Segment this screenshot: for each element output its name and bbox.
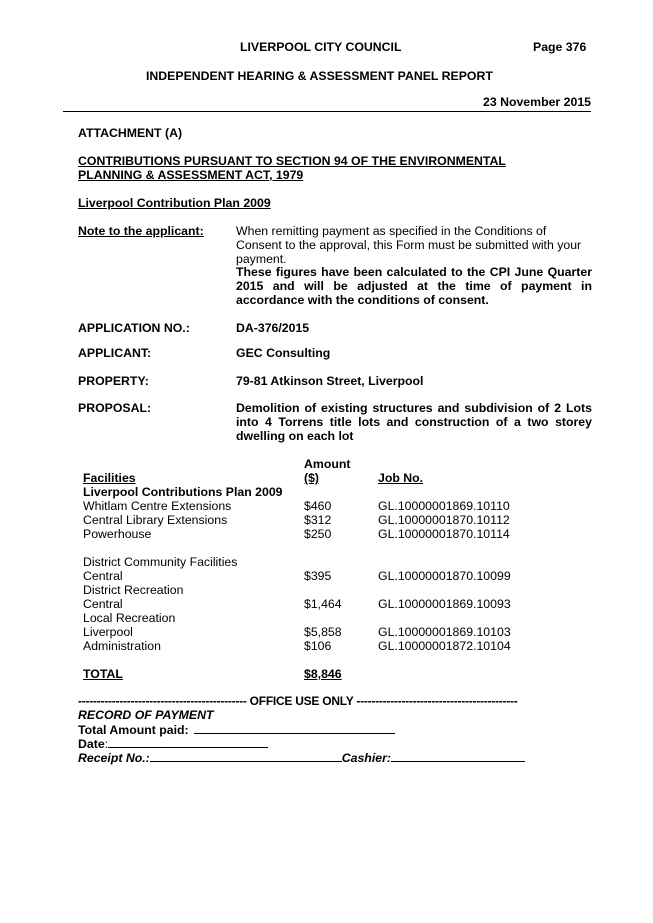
page-number: Page 376 — [533, 40, 587, 54]
amount-header-line2: ($) — [304, 471, 320, 485]
council-name: LIVERPOOL CITY COUNCIL — [240, 40, 402, 54]
note-label: Note to the applicant: — [78, 224, 204, 238]
amount-cell: $1,464 — [304, 597, 342, 611]
amount-header-line1: Amount — [304, 457, 351, 471]
contributions-heading-line1: CONTRIBUTIONS PURSUANT TO SECTION 94 OF THE ENVIRONMENTAL — [78, 154, 506, 168]
facility-cell: Central — [83, 569, 123, 583]
applicant-label: APPLICANT: — [78, 346, 152, 360]
divider-left: --------------------------------------------- — [78, 694, 247, 708]
facilities-header: Facilities — [83, 471, 136, 485]
facility-cell: District Recreation — [83, 583, 184, 597]
header-rule — [63, 111, 591, 112]
receipt-label: Receipt No.: — [78, 751, 150, 765]
plan-heading: Liverpool Contribution Plan 2009 — [78, 196, 271, 210]
divider-right: ------------------------------------------- — [356, 694, 518, 708]
property-label: PROPERTY: — [78, 374, 149, 388]
table-group-title: Liverpool Contributions Plan 2009 — [83, 485, 283, 499]
total-value: $8,846 — [304, 667, 342, 681]
note-text: When remitting payment as specified in the Conditions of Consent to the approval, this Form must be submitted with your payment. — [236, 224, 582, 266]
attachment-label: ATTACHMENT (A) — [78, 126, 183, 140]
property-value: 79-81 Atkinson Street, Liverpool — [236, 374, 424, 388]
job-cell: GL.10000001869.10093 — [378, 597, 511, 611]
job-cell: GL.10000001869.10103 — [378, 625, 511, 639]
job-no-header: Job No. — [378, 471, 424, 485]
report-date: 23 November 2015 — [482, 95, 591, 109]
facility-cell: Central — [83, 597, 123, 611]
job-cell: GL.10000001869.10110 — [378, 499, 510, 513]
application-no-value: DA-376/2015 — [236, 321, 310, 335]
proposal-label: PROPOSAL: — [78, 401, 152, 415]
job-cell: GL.10000001870.10112 — [378, 513, 510, 527]
facility-cell: Whitlam Centre Extensions — [83, 499, 232, 513]
report-title: INDEPENDENT HEARING & ASSESSMENT PANEL REPORT — [146, 69, 493, 83]
facility-cell: District Community Facilities — [83, 555, 238, 569]
job-cell: GL.10000001870.10099 — [378, 569, 511, 583]
proposal-value: Demolition of existing structures and subdivision of 2 Lots into 4 Torrens title lots and construction of a two storey dwelling on each lot — [236, 401, 592, 443]
facility-cell: Powerhouse — [83, 527, 152, 541]
office-use-divider — [78, 694, 517, 708]
total-paid-label: Total Amount paid: — [78, 723, 189, 737]
cashier-label: Cashier: — [341, 751, 391, 765]
job-cell: GL.10000001870.10114 — [378, 527, 510, 541]
amount-cell: $312 — [304, 513, 332, 527]
amount-cell: $460 — [304, 499, 332, 513]
record-of-payment-title: RECORD OF PAYMENT — [78, 708, 214, 722]
contributions-heading-line2: PLANNING & ASSESSMENT ACT, 1979 — [78, 168, 304, 182]
application-no-label: APPLICATION NO.: — [78, 321, 190, 335]
total-paid-row — [78, 722, 395, 737]
facility-cell: Liverpool — [83, 625, 133, 639]
total-paid-field[interactable] — [194, 722, 395, 734]
cashier-field[interactable] — [391, 750, 525, 762]
total-label: TOTAL — [83, 667, 123, 681]
facility-cell: Central Library Extensions — [83, 513, 228, 527]
applicant-value: GEC Consulting — [236, 346, 331, 360]
job-cell: GL.10000001872.10104 — [378, 639, 511, 653]
office-use-label: OFFICE USE ONLY — [249, 694, 354, 708]
receipt-field[interactable] — [150, 750, 342, 762]
receipt-row — [78, 750, 525, 765]
date-row — [78, 736, 268, 751]
amount-cell: $250 — [304, 527, 332, 541]
facility-cell: Administration — [83, 639, 161, 653]
date-field[interactable] — [108, 736, 268, 748]
date-label: Date — [78, 737, 105, 751]
amount-cell: $395 — [304, 569, 332, 583]
amount-cell: $5,858 — [304, 625, 342, 639]
note-cpi-text: These figures have been calculated to the CPI June Quarter 2015 and will be adjusted at the time of payment in accordance with the conditions of consent. — [236, 265, 592, 307]
date-colon: : — [104, 737, 109, 751]
amount-cell: $106 — [304, 639, 332, 653]
facility-cell: Local Recreation — [83, 611, 176, 625]
